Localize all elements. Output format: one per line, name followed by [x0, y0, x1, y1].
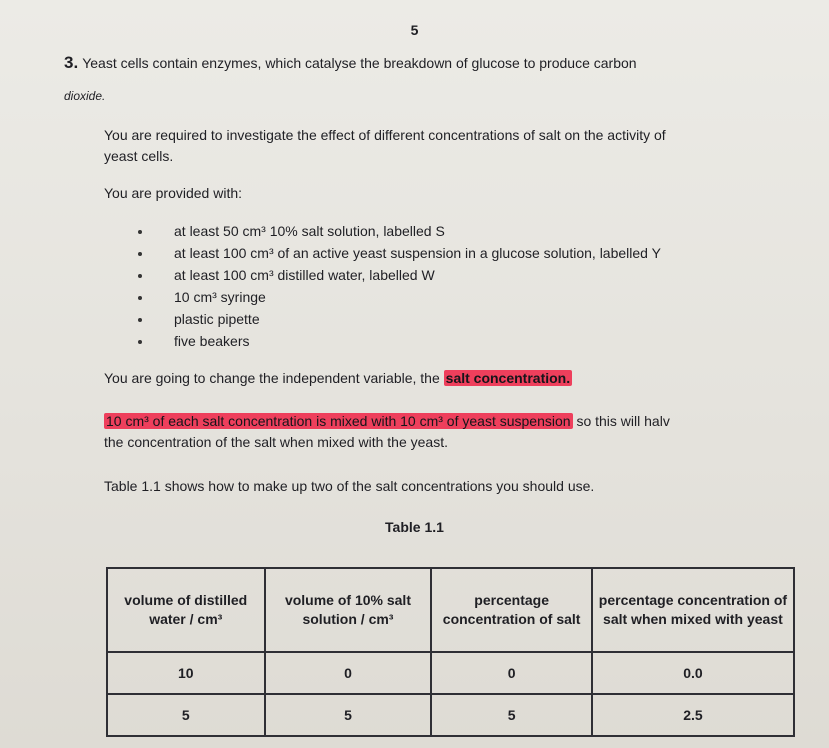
list-item: at least 50 cm³ 10% salt solution, labelled S [138, 220, 661, 242]
table-cell: 0.0 [592, 652, 794, 694]
mixing-line-2: the concentration of the salt when mixed with the yeast. [104, 434, 448, 450]
list-item: 10 cm³ syringe [138, 286, 661, 308]
table-row [107, 694, 794, 736]
table-cell: 2.5 [592, 694, 794, 736]
table-cell: 5 [431, 694, 591, 736]
header-percentage-concentration: percentage concentration of salt [431, 568, 591, 652]
task-line-1: You are required to investigate the effect of different concentrations of salt on the activity of [104, 127, 666, 143]
table-cell: 0 [265, 652, 432, 694]
table-cell: 0 [431, 652, 591, 694]
task-line-2: yeast cells. [104, 148, 174, 164]
table-cell: 5 [265, 694, 432, 736]
list-item: at least 100 cm³ distilled water, labelled W [138, 264, 661, 286]
mixing-highlight: 10 cm³ of each salt concentration is mixed with 10 cm³ of yeast suspension [106, 413, 571, 429]
table-cell: 10 [107, 652, 265, 694]
list-item: plastic pipette [138, 308, 661, 330]
table-header-row [107, 568, 794, 652]
header-salt-solution: volume of 10% salt solution / cm³ [265, 568, 432, 652]
question-number: 3. [64, 53, 79, 72]
table-caption: Table 1.1 [385, 519, 444, 535]
question-intro-line-1 [64, 55, 637, 71]
header-distilled-water: volume of distilled water / cm³ [107, 568, 265, 652]
list-item: at least 100 cm³ of an active yeast suspension in a glucose solution, labelled Y [138, 242, 661, 264]
mixing-line-1 [104, 413, 670, 429]
table-cell: 5 [107, 694, 265, 736]
question-intro-text: Yeast cells contain enzymes, which catalyse the breakdown of glucose to produce carbon [82, 55, 637, 71]
provided-heading: You are provided with: [104, 185, 243, 201]
salt-concentration-highlight: salt concentration. [445, 370, 571, 386]
table-intro: Table 1.1 shows how to make up two of the salt concentrations you should use. [104, 478, 595, 494]
header-mixed-concentration: percentage concentration of salt when mixed with yeast [592, 568, 794, 652]
table-row [107, 652, 794, 694]
page-number: 5 [410, 22, 419, 38]
independent-variable-prefix: You are going to change the independent variable, the [104, 370, 444, 386]
question-intro-line-2: dioxide. [64, 89, 106, 103]
salt-concentration-table [106, 567, 795, 737]
independent-variable-line [104, 370, 572, 386]
mixing-rest: so this will halv [572, 413, 670, 429]
provided-items-list [138, 220, 661, 352]
list-item: five beakers [138, 330, 661, 352]
